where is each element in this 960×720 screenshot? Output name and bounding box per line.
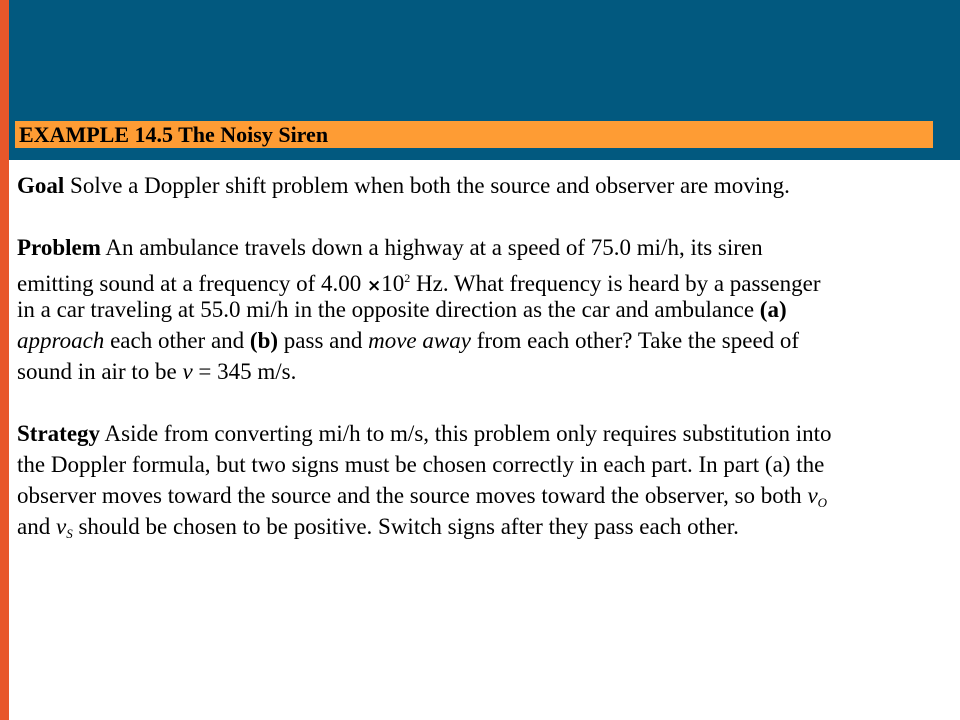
problem-label: Problem [17,235,101,260]
observer-subscript: O [817,495,828,510]
problem-line-2a: emitting sound at a frequency of 4.00 [17,271,368,296]
strategy-line-2: the Doppler formula, but two signs must be chosen correctly in each part. In part (a) the [17,452,825,477]
strategy-paragraph [17,418,942,542]
goal-text: Solve a Doppler shift problem when both the source and observer are moving. [64,173,790,198]
part-b-marker: (b) [249,328,279,353]
approach-term: approach [17,328,105,353]
problem-line-1: An ambulance travels down a highway at a speed of 75.0 mi/h, its siren [100,235,763,260]
example-title: EXAMPLE 14.5 The Noisy Siren [15,121,933,148]
problem-base: 10 [381,271,405,296]
move-away-term: move away [368,328,471,353]
problem-line-4f: from each other? Take the speed of [470,328,800,353]
speed-symbol: v [182,359,193,384]
source-velocity-symbol: v [55,514,67,539]
example-body [17,170,942,573]
times-symbol: × [367,276,382,296]
goal-paragraph [17,170,942,201]
goal-label: Goal [17,173,65,198]
problem-line-2c: Hz. What frequency is heard by a passenger [410,271,821,296]
problem-line-5a: sound in air to be [17,359,183,384]
problem-line-3a: in a car traveling at 55.0 mi/h in the opposite direction as the car and ambulance [17,297,760,322]
source-subscript: S [66,526,73,541]
problem-line-4b: each other and [104,328,250,353]
strategy-line-4a: and [17,514,56,539]
strategy-line-1: Aside from converting mi/h to m/s, this problem only requires substitution into [100,421,832,446]
problem-exponent: 2 [404,271,411,285]
problem-line-5c: = 345 m/s. [192,359,297,384]
problem-paragraph [17,232,942,387]
part-a-marker: (a) [759,297,787,322]
strategy-line-4b: should be chosen to be positive. Switch signs after they pass each other. [72,514,739,539]
observer-velocity-symbol: v [807,483,818,508]
strategy-line-3a: observer moves toward the source and the source moves toward the observer, so both [17,483,808,508]
left-accent-stripe [0,0,9,720]
strategy-label: Strategy [17,421,101,446]
problem-line-4d: pass and [278,328,369,353]
